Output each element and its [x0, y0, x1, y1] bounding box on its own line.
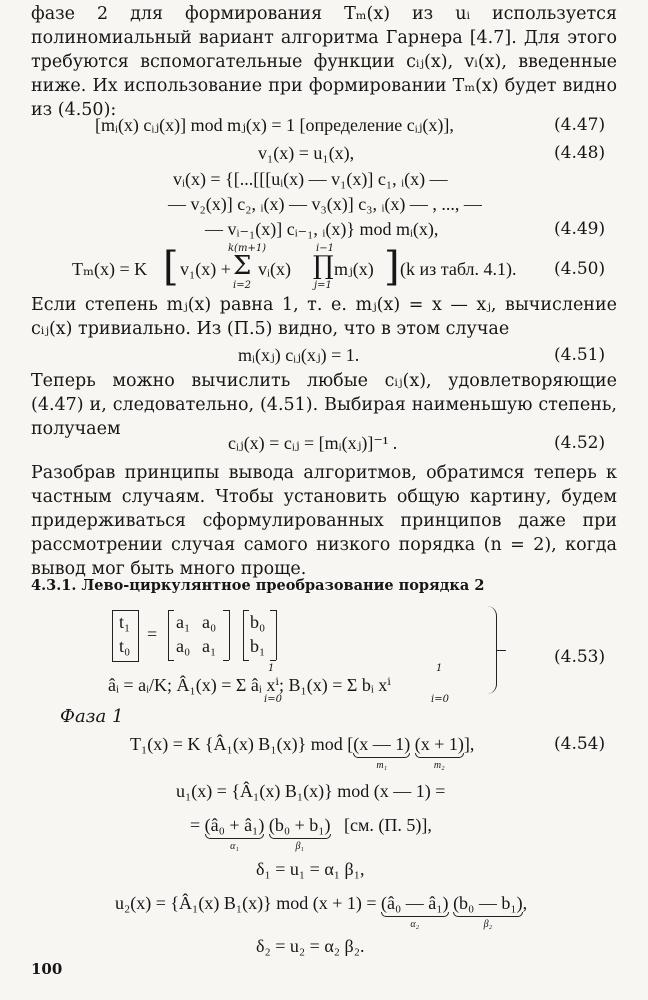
u2-lhs: u₂(x) = {Â₁(x) B₁(x)} mod (x + 1) =: [115, 893, 377, 913]
paragraph-principles: Разобрав принципы вывода алгоритмов, обратимся теперь к частным случаям. Чтобы установить общую картину, будем придерживаться сформулированных принципов даже при рассмотрении случая самого низкого порядка (n = 2), когда вывод мог быть много проще.: [31, 463, 617, 579]
factor-m1: [353, 733, 411, 771]
a-matrix-r1c1: a₁: [176, 612, 191, 632]
equation-number-4-50: (4.50): [554, 259, 606, 279]
equation-number-4-47: (4.47): [554, 115, 606, 135]
underbrace-m2-label: m₂: [433, 760, 445, 771]
underbrace-beta2-label: β₂: [483, 919, 493, 930]
equation-number-4-51: (4.51): [554, 345, 606, 365]
underbrace-m1-label: m₁: [376, 760, 388, 771]
eq-4-54-lhs: T₁(x) = K {Â₁(x) B₁(x)} mod [: [130, 734, 354, 754]
eq-4-50-v1: v₁(x) +: [180, 259, 231, 279]
t-vector-row2: t₀: [119, 636, 131, 656]
right-bracket: ]: [384, 244, 400, 290]
underbrace-alpha2-label: α₂: [410, 919, 420, 930]
sum2-lower-limit: i=0: [431, 694, 449, 705]
sum-symbol: Σ: [233, 251, 252, 281]
factor-beta1-text: (b₀ + b₁): [268, 815, 331, 835]
equation-number-4-53: (4.53): [554, 647, 606, 667]
factor-m1-text: (x — 1): [353, 734, 411, 754]
paragraph-compute: Теперь можно вычислить любые cᵢⱼ(x), удовлетворяющие (4.47) и, следовательно, (4.51). Выбирая наименьшую степень, получаем: [31, 371, 617, 439]
sum2-upper-limit: 1: [436, 663, 443, 674]
u1-reference-note: [см. (П. 5)],: [344, 815, 432, 835]
a-matrix-corner-br: [223, 660, 229, 661]
a-matrix-r2c1: a₀: [176, 636, 191, 656]
left-bracket: [: [163, 244, 179, 290]
a-matrix-corner-tl: [168, 610, 174, 611]
eq-4-50-lhs: Tₘ(x) = K: [72, 259, 148, 279]
a-matrix-corner-bl: [168, 660, 174, 661]
sum1-upper-limit: 1: [268, 663, 275, 674]
equation-4-54: [130, 733, 475, 771]
b-vector-row2: b₁: [250, 636, 266, 656]
factor-m2-text: (x + 1): [414, 734, 464, 754]
equation-4-52: cᵢⱼ(x) = cᵢⱼ = [mᵢ(xⱼ)]⁻¹ .: [228, 433, 398, 453]
matrix-equals: =: [147, 624, 158, 644]
factor-beta2: [453, 892, 523, 930]
eq-4-50-vi: vᵢ(x): [258, 259, 291, 279]
group-brace-tip: [496, 650, 506, 651]
sum-lower-limit: i=2: [233, 280, 251, 291]
page-number: 100: [31, 960, 63, 978]
underbrace-alpha1-label: α₁: [230, 841, 239, 852]
equation-delta1: δ₁ = u₁ = α₁ β₁,: [256, 859, 365, 879]
product-symbol: ∏: [313, 251, 334, 281]
equation-4-49-line2: — v₂(x)] c₂, ᵢ(x) — v₃(x)] c₃, ᵢ(x) — , ..., —: [168, 194, 482, 214]
equation-number-4-52: (4.52): [554, 433, 606, 453]
group-brace-top: [486, 606, 497, 650]
equation-u1-line1: u₁(x) = {Â₁(x) B₁(x)} mod (x — 1) =: [176, 781, 446, 801]
b-vector-corner-bl: [243, 660, 249, 661]
a-matrix-r2c2: a₁: [202, 636, 217, 656]
u1-equals: =: [190, 815, 201, 835]
paragraph-intro: фазе 2 для формирования Tₘ(x) из uᵢ используется полиномиальный вариант алгоритма Гарнера [4.7]. Для этого требуются вспомогательные функции cᵢⱼ(x), vᵢ(x), введенные ниже. Их использование при формировании Tₘ(x) будет видно из (4.50):: [31, 4, 617, 120]
factor-alpha2: [381, 892, 449, 930]
product-upper-limit: i−1: [316, 243, 334, 254]
equation-4-53-line2: âᵢ = aᵢ/K; Â₁(x) = Σ âᵢ xⁱ; B₁(x) = Σ bᵢ xⁱ: [108, 675, 391, 695]
u2-comma: ,: [522, 893, 528, 913]
b-vector-corner-tl: [243, 610, 249, 611]
equation-4-51: mᵢ(xⱼ) cᵢⱼ(xⱼ) = 1.: [238, 345, 360, 365]
equation-4-48: v₁(x) = u₁(x),: [258, 143, 355, 163]
equation-4-47: [mᵢ(x) cᵢⱼ(x)] mod mⱼ(x) = 1 [определение cᵢⱼ(x)],: [95, 115, 454, 135]
factor-m2: [414, 733, 464, 771]
equation-delta2: δ₂ = u₂ = α₂ β₂.: [256, 936, 365, 956]
factor-alpha2-text: (â₀ — â₁): [381, 893, 449, 913]
equation-number-4-54: (4.54): [554, 734, 606, 754]
a-matrix-r1c2: a₀: [202, 612, 217, 632]
equation-number-4-49: (4.49): [554, 219, 606, 239]
factor-beta2-text: (b₀ — b₁): [453, 893, 523, 913]
factor-alpha1: [204, 814, 265, 852]
sum-upper-limit: k(m+1): [228, 243, 267, 254]
section-heading: 4.3.1. Лево-циркулянтное преобразование порядка 2: [31, 577, 485, 594]
product-lower-limit: j=1: [314, 280, 332, 291]
equation-u1-line2: [190, 814, 432, 852]
equation-number-4-48: (4.48): [554, 143, 606, 163]
equation-u2: [115, 892, 528, 930]
b-vector-corner-br: [270, 660, 276, 661]
underbrace-beta1-label: β₁: [295, 841, 304, 852]
eq-4-50-note: (k из табл. 4.1).: [400, 259, 517, 279]
equation-4-49-line1: vᵢ(x) = {[...[[[uᵢ(x) — v₁(x)] c₁, ᵢ(x) —: [173, 169, 448, 189]
a-matrix-corner-tr: [223, 610, 229, 611]
phase-label: Фаза 1: [60, 706, 124, 727]
b-vector-row1: b₀: [250, 612, 266, 632]
factor-beta1: [268, 814, 331, 852]
t-vector-row1: t₁: [119, 612, 131, 632]
equation-4-49-line3: — vᵢ₋₁(x)] cᵢ₋₁, ᵢ(x)} mod mᵢ(x),: [205, 219, 439, 239]
paragraph-degree: Если степень mⱼ(x) равна 1, т. е. mⱼ(x) = x — xⱼ, вычисление cᵢⱼ(x) тривиально. Из (П.5) видно, что в этом случае: [31, 295, 617, 339]
factor-alpha1-text: (â₀ + â₁): [204, 815, 265, 835]
sum1-lower-limit: i=0: [264, 694, 282, 705]
group-brace-bottom: [486, 650, 497, 694]
eq-4-54-rhs: ],: [463, 734, 475, 754]
b-vector-corner-tr: [270, 610, 276, 611]
eq-4-50-mj: mⱼ(x): [334, 259, 374, 279]
